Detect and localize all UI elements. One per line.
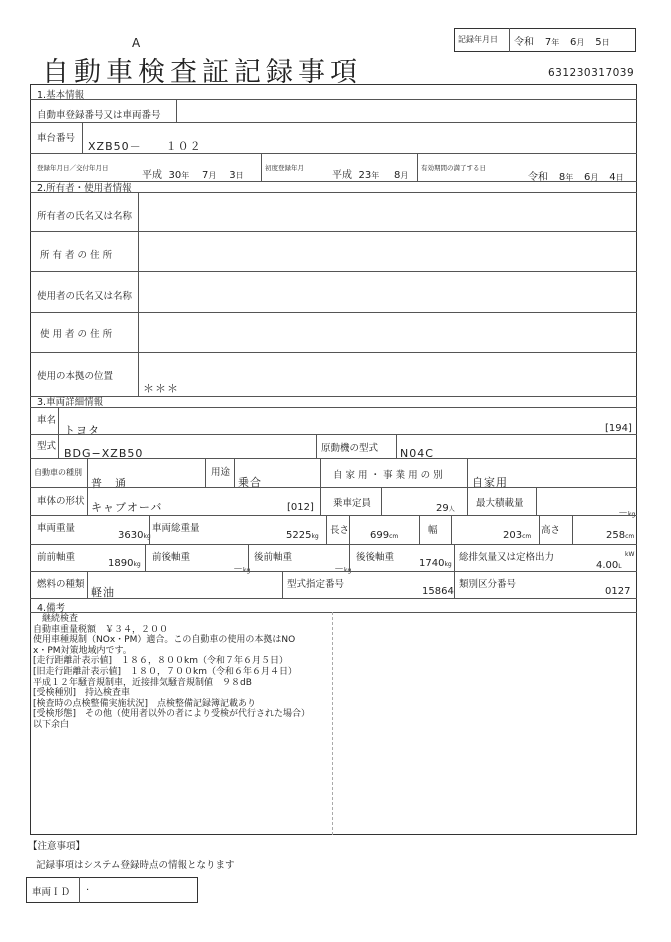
height-value: 258cm bbox=[606, 530, 635, 541]
front-rear-axle-value: －kg bbox=[233, 564, 251, 575]
displacement-value: 4.00L bbox=[596, 560, 622, 571]
user-name-label: 使用者の氏名又は名称 bbox=[37, 291, 133, 302]
vehicle-kind-value: 普 通 bbox=[91, 477, 127, 490]
height-label: 高さ bbox=[541, 525, 561, 536]
rear-rear-axle-label: 後後軸重 bbox=[356, 552, 395, 563]
remark-line: [検査時の点検整備実施状況] 点検整備記録簿記載あり bbox=[33, 698, 257, 709]
model-label: 型式 bbox=[37, 441, 57, 452]
capacity-value: 29人 bbox=[436, 503, 455, 514]
length-value: 699cm bbox=[370, 530, 399, 541]
engine-model-value: N04C bbox=[400, 447, 434, 460]
remark-line: [走行距離計表示値] １８６，８００km（令和７年６月５日） bbox=[33, 656, 289, 667]
make-value: トヨタ bbox=[64, 424, 100, 437]
expiry-date-value: 令和 8年 6月 4日 bbox=[528, 172, 624, 183]
section1-heading: 1.基本情報 bbox=[37, 90, 85, 101]
first-registration-value: 平成 23年 8月 bbox=[332, 170, 409, 181]
gross-weight-value: 5225kg bbox=[286, 530, 319, 541]
notes-text: 記録事項はシステム登録時点の情報となります bbox=[36, 860, 235, 871]
width-label: 幅 bbox=[428, 525, 438, 536]
length-label: 長さ bbox=[330, 525, 350, 536]
model-value: BDG−XZB50 bbox=[64, 447, 144, 460]
fuel-type-label: 燃料の種類 bbox=[37, 579, 85, 590]
remark-line: [受検形態] その他（使用者以外の者により受検が代行された場合） bbox=[33, 709, 311, 720]
remarks-lines bbox=[33, 614, 310, 731]
page-title: 自動車検査証記録事項 bbox=[42, 57, 362, 88]
vehicle-id-label: 車両ＩＤ bbox=[32, 887, 71, 898]
type-designation-value: 15864 bbox=[422, 586, 454, 597]
rear-rear-axle-value: 1740kg bbox=[419, 558, 452, 569]
registration-date-value: 平成 30年 7月 3日 bbox=[142, 170, 244, 181]
registration-number-label: 自動車登録番号又は車両番号 bbox=[37, 110, 161, 121]
owner-name-label: 所有者の氏名又は名称 bbox=[37, 211, 133, 222]
front-front-axle-label: 前前軸重 bbox=[37, 552, 76, 563]
base-location-label: 使用の本拠の位置 bbox=[37, 371, 114, 382]
chassis-number-label: 車台番号 bbox=[37, 133, 76, 144]
remark-line: 自動車重量税額 ￥３４，２００ bbox=[33, 624, 169, 635]
engine-model-label: 原動機の型式 bbox=[321, 443, 379, 454]
record-date-value: 令和 7年 6月 5日 bbox=[514, 37, 610, 48]
vehicle-kind-label: 自動車の種別 bbox=[34, 468, 82, 477]
first-registration-label: 初度登録年月 bbox=[265, 164, 304, 172]
remark-line: 平成１２年騒音規制車，近接排気騒音規制値 ９８dB bbox=[33, 677, 252, 688]
notes-heading: 【注意事項】 bbox=[28, 841, 86, 852]
registration-date-label: 登録年月日／交付年月日 bbox=[37, 164, 109, 172]
front-front-axle-value: 1890kg bbox=[108, 558, 141, 569]
max-load-label: 最大積載量 bbox=[476, 498, 524, 509]
series-mark: A bbox=[132, 36, 141, 50]
section2-heading: 2.所有者・使用者情報 bbox=[37, 183, 132, 194]
remark-line: [受検種別] 持込検査車 bbox=[33, 688, 131, 699]
user-address-label: 使 用 者 の 住 所 bbox=[40, 329, 113, 340]
displacement-unit-kw: kW bbox=[625, 551, 635, 558]
width-value: 203cm bbox=[503, 530, 532, 541]
remark-line: x・PM対策地域内です。 bbox=[33, 645, 132, 656]
remark-line: [旧走行距離計表示値] １８０，７００km（令和６年６月４日） bbox=[33, 666, 298, 677]
use-label: 用途 bbox=[211, 467, 231, 478]
owner-address-label: 所 有 者 の 住 所 bbox=[40, 250, 113, 261]
purpose-value: 自家用 bbox=[472, 476, 508, 489]
use-value: 乗合 bbox=[238, 476, 262, 489]
body-shape-code: [012] bbox=[287, 502, 314, 513]
remark-line: 以下余白 bbox=[33, 719, 70, 730]
remarks-divider bbox=[332, 612, 333, 835]
vehicle-weight-label: 車両重量 bbox=[37, 523, 76, 534]
vehicle-weight-value: 3630kg bbox=[118, 530, 151, 541]
gross-weight-label: 車両総重量 bbox=[152, 523, 200, 534]
expiry-date-label: 有効期間の満了する日 bbox=[421, 164, 486, 172]
class-number-label: 類別区分番号 bbox=[459, 579, 517, 590]
body-shape-value: キャブオーバ bbox=[91, 501, 163, 514]
class-number-value: 0127 bbox=[605, 586, 631, 597]
displacement-label: 総排気量又は定格出力 bbox=[459, 552, 555, 563]
front-rear-axle-label: 前後軸重 bbox=[152, 552, 191, 563]
rear-front-axle-label: 後前軸重 bbox=[254, 552, 293, 563]
chassis-number-value: XZB50－ １０２ bbox=[88, 140, 202, 153]
max-load-value: －kg bbox=[618, 508, 636, 519]
rear-front-axle-value: －kg bbox=[334, 564, 352, 575]
make-code: [194] bbox=[605, 423, 632, 434]
fuel-type-value: 軽油 bbox=[91, 586, 115, 599]
base-location-value: ＊＊＊ bbox=[143, 382, 179, 395]
section3-heading: 3.車両詳細情報 bbox=[37, 397, 104, 408]
purpose-label: 自 家 用 ・ 事 業 用 の 別 bbox=[333, 470, 443, 481]
make-label: 車名 bbox=[37, 415, 57, 426]
remark-line: 継続検査 bbox=[33, 614, 79, 624]
body-shape-label: 車体の形状 bbox=[37, 496, 85, 507]
section4-heading: 4.備考 bbox=[37, 603, 66, 614]
capacity-label: 乗車定員 bbox=[333, 498, 372, 509]
remark-line: 使用車種規制（NOx・PM）適合。この自動車の使用の本拠はNO bbox=[33, 635, 296, 646]
vehicle-id-value: . bbox=[86, 882, 90, 893]
type-designation-label: 型式指定番号 bbox=[287, 579, 345, 590]
document-number: 631230317039 bbox=[548, 67, 635, 79]
record-date-label: 記録年月日 bbox=[458, 35, 498, 44]
